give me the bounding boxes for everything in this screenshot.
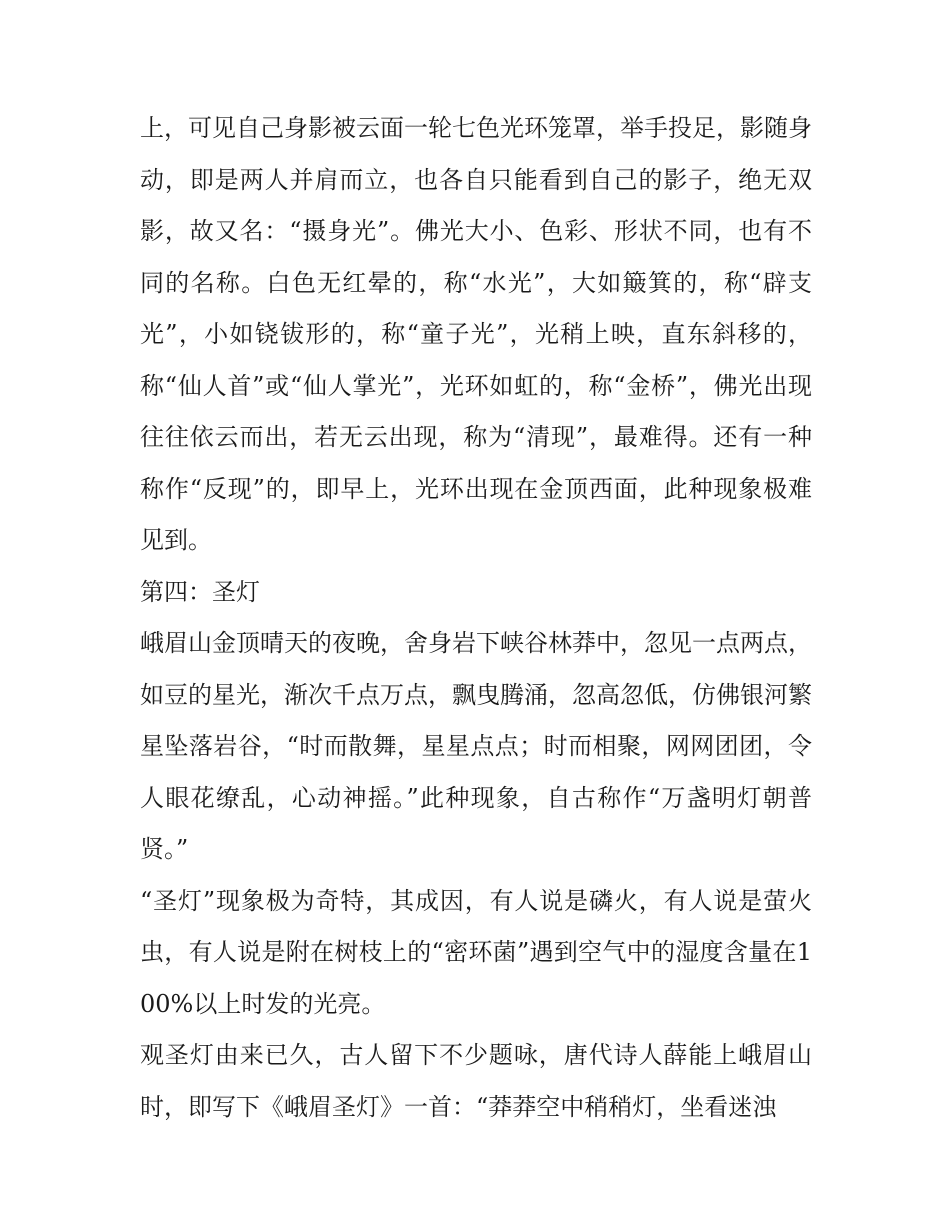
paragraph-holy-lamp-causes: “圣灯”现象极为奇特，其成因，有人说是磷火，有人说是萤火虫，有人说是附在树枝上的“密环菌”遇到空气中的湿度含量在100%以上时发的光亮。 bbox=[140, 886, 812, 1018]
paragraph-holy-lamp-description: 峨眉山金顶晴天的夜晚，舍身岩下峡谷林莽中，忽见一点两点，如豆的星光，渐次千点万点，飘曳腾涌，忽高忽低，仿佛银河繁星坠落岩谷，“时而散舞，星星点点；时而相聚，网网团团，令人眼花缭乱，心动神摇。”此种现象，自古称作“万盏明灯朝普贤。” bbox=[140, 629, 812, 863]
section-heading-holy-lamp: 第四：圣灯 bbox=[140, 577, 260, 606]
paragraph-holy-lamp-poems: 观圣灯由来已久，古人留下不少题咏，唐代诗人薛能上峨眉山时，即写下《峨眉圣灯》一首：“莽莽空中稍稍灯，坐看迷浊 bbox=[140, 1041, 812, 1121]
document-body bbox=[140, 103, 812, 1133]
paragraph-buddha-light-names: 上，可见自己身影被云面一轮七色光环笼罩，举手投足，影随身动，即是两人并肩而立，也各自只能看到自己的影子，绝无双影，故又名：“摄身光”。佛光大小、色彩、形状不同，也有不同的名称。白色无红晕的，称“水光”，大如簸箕的，称“辟支光”，小如铙钹形的，称“童子光”，光稍上映，直东斜移的，称“仙人首”或“仙人掌光”，光环如虹的，称“金桥”，佛光出现往往依云而出，若无云出现，称为“清现”，最难得。还有一种称作“反现”的，即早上，光环出现在金顶西面，此种现象极难见到。 bbox=[140, 114, 812, 554]
